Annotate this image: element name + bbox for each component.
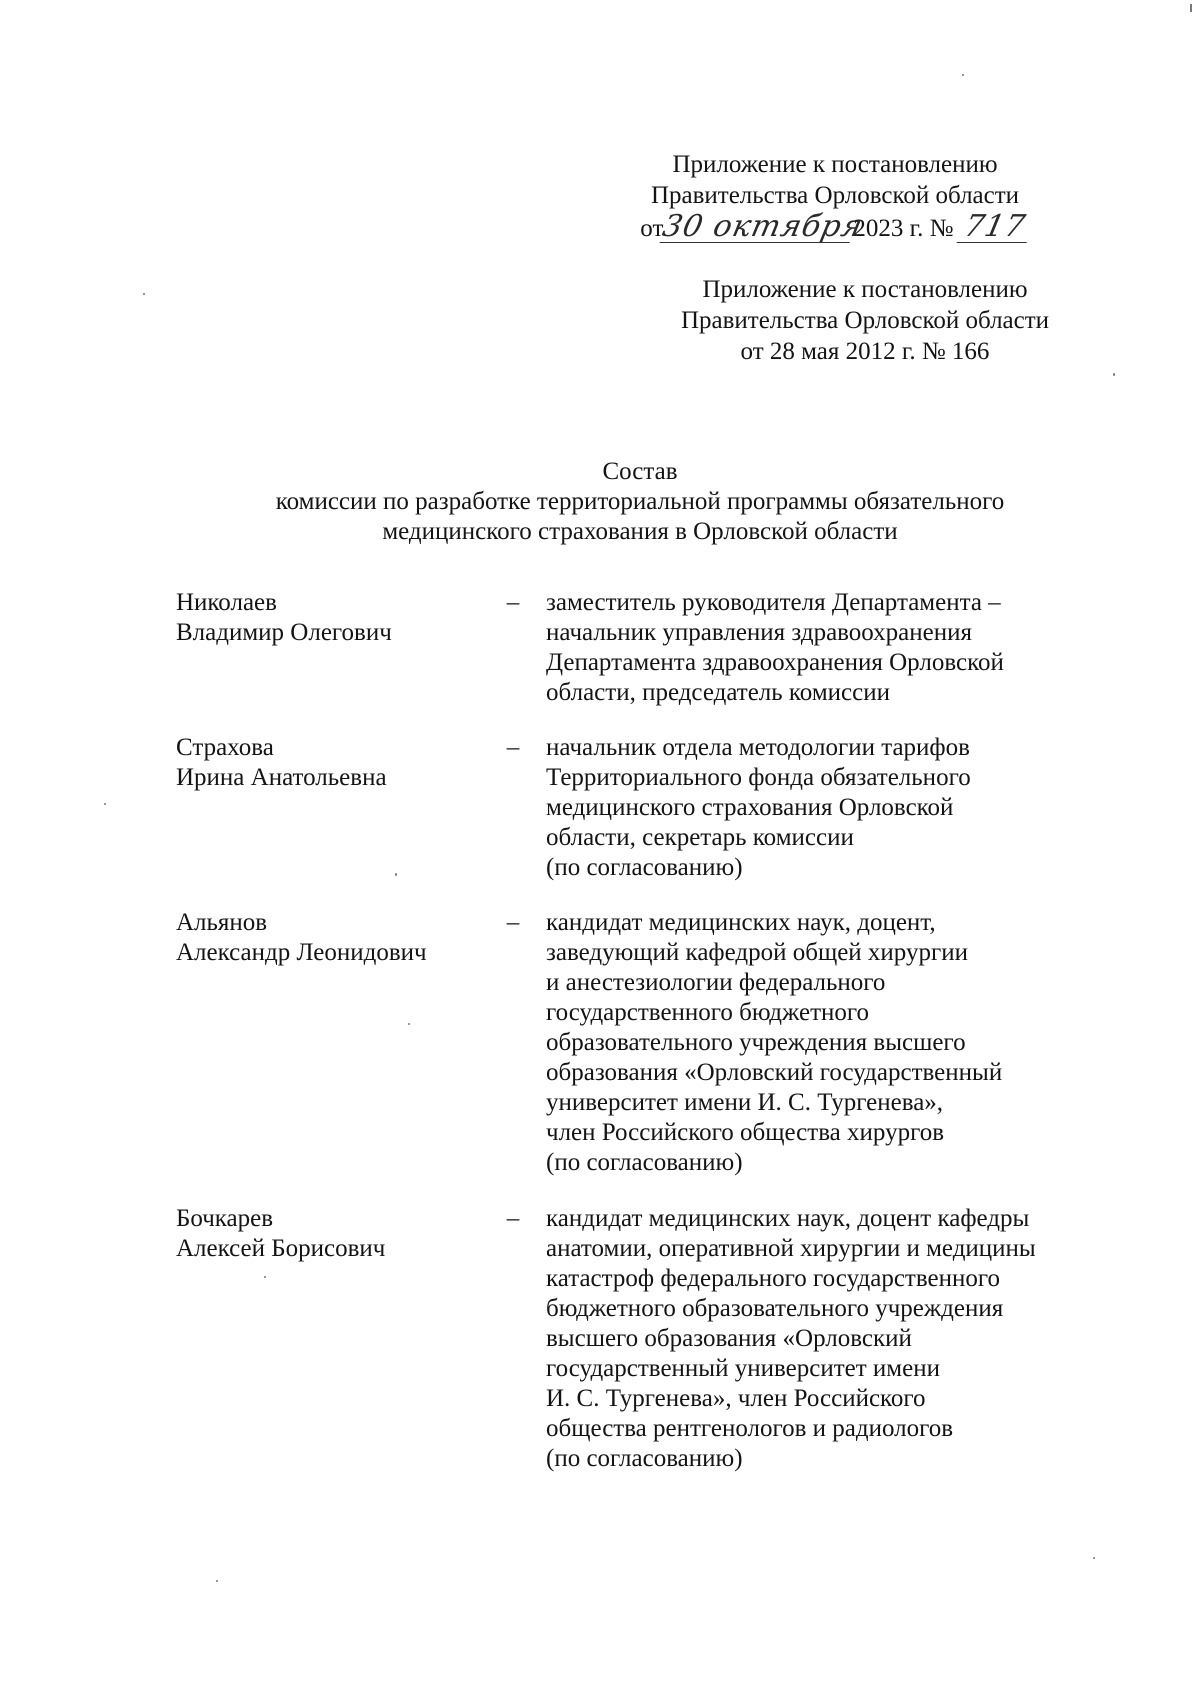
- member-given-name: Ирина Анатольевна: [176, 764, 387, 791]
- member-description: [546, 1204, 1106, 1474]
- scan-speck: [395, 873, 397, 876]
- desc-line: катастроф федерального государственного: [546, 1265, 1000, 1292]
- desc-line: кандидат медицинских наук, доцент кафедры: [546, 1205, 1030, 1232]
- title-line1: Состав: [602, 458, 678, 485]
- member-given-name: Владимир Олегович: [176, 619, 392, 646]
- member-name: [176, 1204, 486, 1264]
- member-dash: –: [506, 909, 520, 936]
- desc-line: государственного бюджетного: [546, 999, 869, 1026]
- appendix-current-line2: Правительства Орловской области: [650, 182, 1020, 209]
- appendix-original-line1: Приложение к постановлению: [702, 276, 1028, 303]
- member-dash: –: [506, 1205, 520, 1232]
- appendix-current-year: 2023 г. №: [853, 215, 954, 242]
- member-given-name: Александр Леонидович: [176, 939, 427, 966]
- handwritten-number: 717: [956, 211, 1033, 243]
- desc-line: (по согласованию): [546, 1445, 743, 1472]
- member-name: [176, 588, 486, 648]
- member-description: [546, 908, 1106, 1178]
- desc-line: заместитель руководителя Департамента –: [546, 589, 1001, 616]
- appendix-current-line1: Приложение к постановлению: [672, 151, 998, 178]
- member-dash: –: [506, 589, 520, 616]
- member-name: [176, 733, 486, 793]
- scan-speck: [104, 803, 106, 805]
- document-title: [200, 457, 1080, 547]
- desc-line: кандидат медицинских наук, доцент,: [546, 909, 936, 936]
- handwritten-date: 30 октября: [659, 209, 867, 244]
- desc-line: высшего образования «Орловский: [546, 1325, 912, 1352]
- desc-line: член Российского общества хирургов: [546, 1119, 944, 1146]
- desc-line: области, секретарь комиссии: [546, 824, 854, 851]
- desc-line: государственный университет имени: [546, 1355, 940, 1382]
- desc-line: анатомии, оперативной хирургии и медицины: [546, 1235, 1036, 1262]
- member-description: [546, 733, 1106, 883]
- member-dash: –: [506, 734, 520, 761]
- scan-speck: [216, 1580, 218, 1582]
- desc-line: университет имени И. С. Тургенева»,: [546, 1089, 944, 1116]
- desc-line: образовательного учреждения высшего: [546, 1029, 966, 1056]
- scan-speck: [1113, 373, 1115, 376]
- desc-line: начальник управления здравоохранения: [546, 619, 973, 646]
- appendix-original-header: [630, 274, 1100, 367]
- scan-speck: [962, 74, 964, 76]
- appendix-current-header: [620, 149, 1050, 244]
- appendix-current-prefix: от: [640, 215, 664, 242]
- desc-line: Территориального фонда обязательного: [546, 764, 971, 791]
- title-line2: комиссии по разработке территориальной программы обязательного: [275, 488, 1005, 515]
- desc-line: Департамента здравоохранения Орловской: [546, 649, 1004, 676]
- appendix-original-line3: от 28 мая 2012 г. № 166: [740, 338, 990, 365]
- desc-line: заведующий кафедрой общей хирургии: [546, 939, 968, 966]
- desc-line: области, председатель комиссии: [546, 679, 890, 706]
- member-surname: Николаев: [176, 589, 277, 616]
- desc-line: бюджетного образовательного учреждения: [546, 1295, 1004, 1322]
- title-line3: медицинского страхования в Орловской области: [382, 518, 898, 545]
- scan-speck: [264, 1276, 266, 1278]
- member-surname: Страхова: [176, 734, 274, 761]
- desc-line: и анестезиологии федерального: [546, 969, 886, 996]
- desc-line: (по согласованию): [546, 854, 743, 881]
- member-given-name: Алексей Борисович: [176, 1235, 386, 1262]
- desc-line: медицинского страхования Орловской: [546, 794, 954, 821]
- desc-line: (по согласованию): [546, 1149, 743, 1176]
- scan-speck: [143, 293, 145, 295]
- member-name: [176, 908, 486, 968]
- member-surname: Бочкарев: [176, 1205, 274, 1232]
- scan-speck: [408, 1023, 410, 1025]
- desc-line: образования «Орловский государственный: [546, 1059, 1003, 1086]
- desc-line: начальник отдела методологии тарифов: [546, 734, 970, 761]
- desc-line: общества рентгенологов и радиологов: [546, 1415, 954, 1442]
- appendix-original-line2: Правительства Орловской области: [680, 307, 1050, 334]
- member-description: [546, 588, 1106, 708]
- scan-speck: [1190, 4, 1192, 12]
- scan-speck: [1093, 1557, 1095, 1559]
- desc-line: И. С. Тургенева», член Российского: [546, 1385, 926, 1412]
- member-surname: Альянов: [176, 909, 268, 936]
- appendix-current-date-line: [620, 211, 1050, 244]
